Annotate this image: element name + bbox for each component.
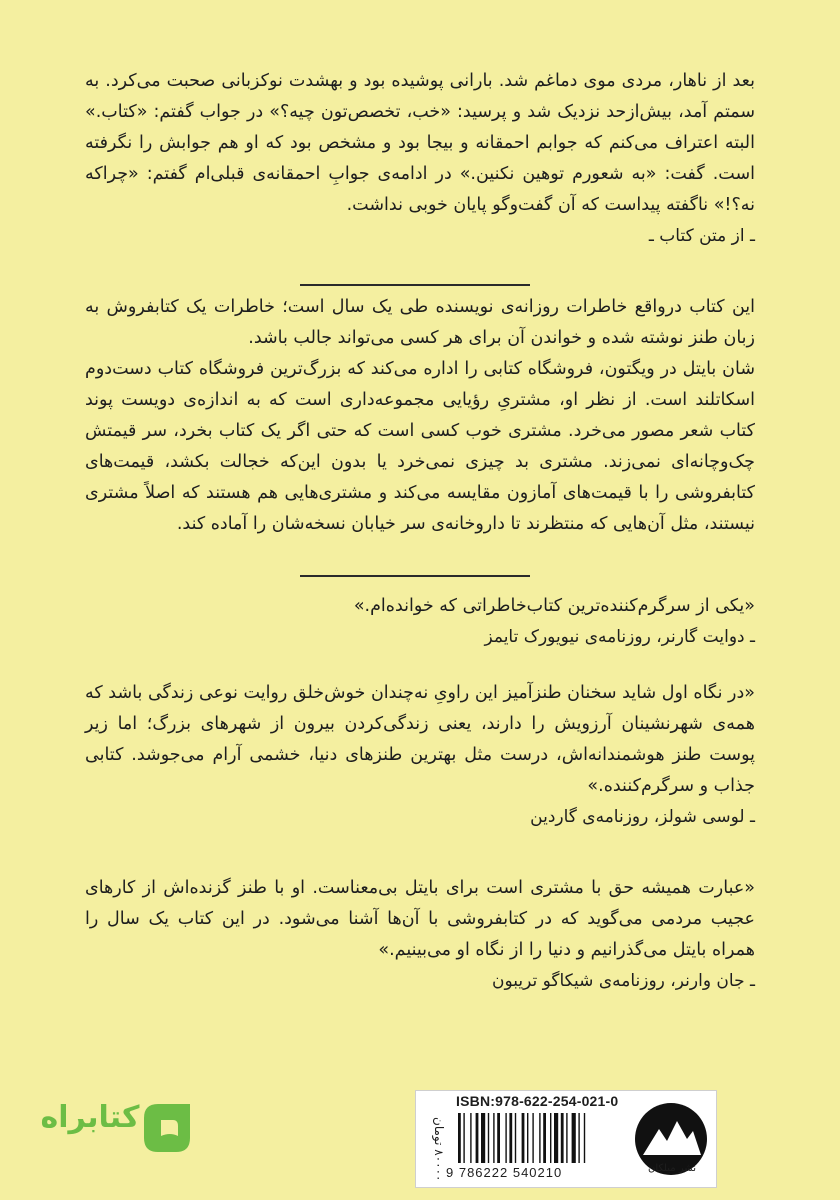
review: [85, 591, 755, 653]
review-author: ـ جان وارنر، روزنامه‌ی شیکاگو تریبون: [491, 971, 755, 991]
excerpt-source: ـ از متن کتاب ـ: [648, 226, 755, 246]
review-quote: «عبارت همیشه حق با مشتری است برای بایتل بی‌معناست. او با طنز گزنده‌اش از کارهای عجیب مردمی می‌گوید که در کتابفروشی با آن‌ها آشنا می‌شود. در این کتاب یک سال را همراه بایتل می‌گذرانیم و دنیا را از نگاه او می‌بینیم.»: [85, 878, 755, 960]
barcode-number: 9 786222 540210: [446, 1165, 563, 1180]
book-excerpt: [85, 66, 755, 252]
isbn-text: ISBN:978-622-254-021-0: [456, 1093, 619, 1109]
review-quote: «در نگاه اول شاید سخنان طنزآمیز این راویِ نه‌چندان خوش‌خلق روایت نوعی زندگی باشد که همه‌ی شهرنشینان آرزویش را دارند، یعنی زندگی‌کردن بیرون از شهرهای بزرگ؛ اما زیر پوست طنز هوشمندانه‌اش، درست مثل بهترین طنزهای دنیا، خشمی آرام می‌جوشد. کتابی جذاب و سرگرم‌کننده.»: [85, 683, 755, 796]
review-quote: «یکی از سرگرم‌کننده‌ترین کتاب‌خاطراتی که خوانده‌ام.»: [353, 596, 755, 616]
store-name: کتابراه: [40, 1100, 140, 1135]
barcode-sticker: [415, 1090, 717, 1188]
excerpt-text: بعد از ناهار، مردی موی دماغم شد. بارانی پوشیده بود و بهشدت نوکزبانی صحبت می‌کرد. به سمتم آمد، بیش‌ازحد نزدیک شد و پرسید: «خب، تخصص‌تون چیه؟» در جواب گفتم: «کتاب.» البته اعتراف می‌کنم که جوابم احمقانه و بیجا بود و مشخص بود که او هم جوابش را نگرفته است. گفت: «به شعورم توهین نکنین.» در ادامه‌ی جوابِ احمقانه‌ی قبلی‌ام گفتم: «چراکه نه؟!» ناگفته پیداست که آن گفت‌وگو پایان خوبی نداشت.: [85, 71, 755, 215]
review-author: ـ دوایت گارنر، روزنامه‌ی نیویورک تایمز: [484, 627, 755, 647]
divider: [300, 575, 530, 577]
barcode: [456, 1113, 626, 1163]
review: [85, 678, 755, 833]
publisher-name: نشر میلکان: [648, 1163, 696, 1174]
description-paragraph-1: این کتاب درواقع خاطرات روزانه‌ی نویسنده طی یک سال است؛ خاطرات یک کتابفروش به زبان طنز نوشته شده و خواندن آن برای هر کسی می‌تواند جالب باشد.: [85, 297, 755, 348]
review: [85, 873, 755, 997]
description-paragraph-2: شان بایتل در ویگتون، فروشگاه کتابی را اداره می‌کند که بزرگ‌ترین فروشگاه کتاب دست‌دوم اسکاتلند است. از نظر او، مشتریِ رؤیایی مجموعه‌داری است که به اندازه‌ی دویست پوند کتاب شعر مصور می‌خرد. مشتری خوب کسی است که حتی اگر یک کتاب بخرد، سر قیمتش چک‌وچانه‌ای نمی‌زند. مشتری بد چیزی نمی‌خرد یا بدون این‌که خجالت بکشد، قیمت‌های کتابفروشی را با قیمت‌های آمازون مقایسه می‌کند و مشتری‌هایی هم هستند که اصلاً مشتری نیستند، مثل آن‌هایی که منتظرند تا داروخانه‌ی سر خیابان نسخه‌شان را آماده کند.: [85, 359, 755, 534]
divider: [300, 284, 530, 286]
price-label: ۸۰۰۰۰ تومان: [432, 1116, 446, 1181]
review-author: ـ لوسی شولز، روزنامه‌ی گاردین: [530, 807, 755, 827]
book-description: [85, 292, 755, 540]
